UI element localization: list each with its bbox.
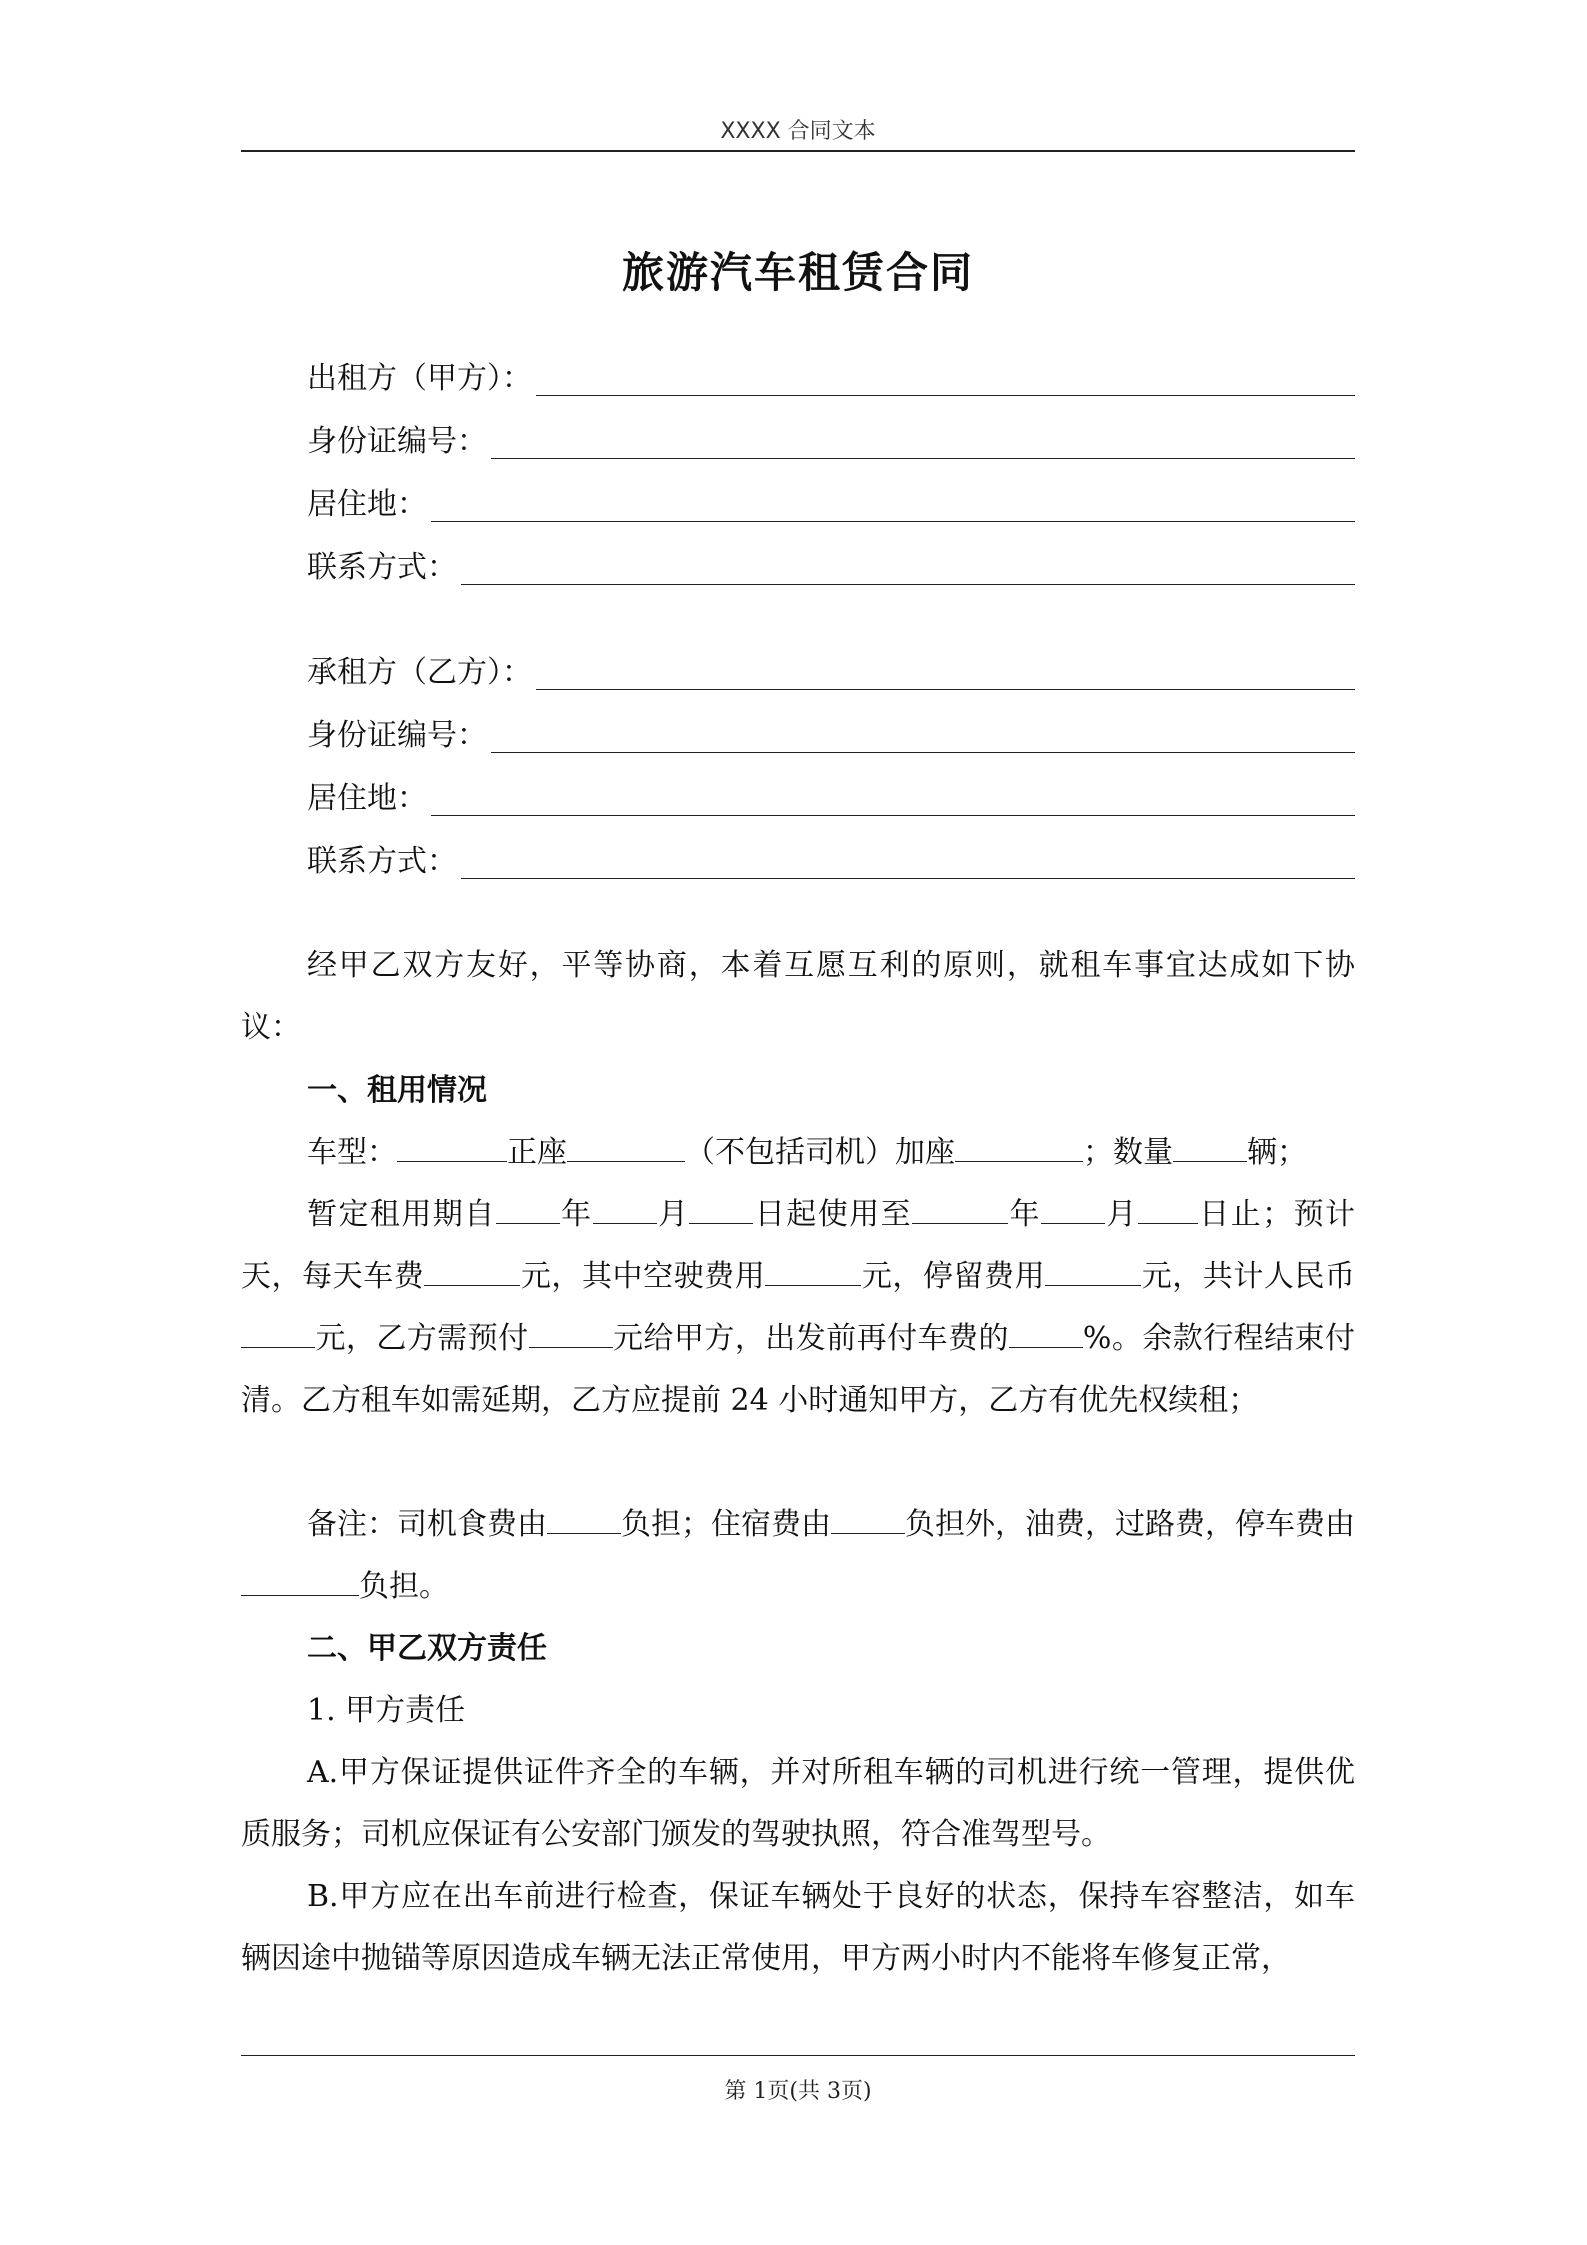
clause-a: A.甲方保证提供证件齐全的车辆，并对所租车辆的司机进行统一管理，提供优质服务；司机应保证有公安部门颁发的驾驶执照，符合准驾型号。: [241, 1755, 1355, 1852]
lessor-id-field: [307, 418, 1355, 462]
prepay-blank: [529, 1321, 613, 1348]
unit-label: 辆；: [1247, 1135, 1307, 1170]
yuan2-label: 元，停留费用: [861, 1259, 1046, 1294]
start-month-blank: [593, 1197, 657, 1224]
days-label: 天，每天车费: [241, 1259, 425, 1294]
start-year-blank: [496, 1197, 560, 1224]
rmb-label: 人民币: [1263, 1259, 1356, 1294]
page-number: 第 1页(共 3页): [724, 2079, 872, 2104]
lodging-blank: [831, 1507, 905, 1534]
stay-fee-blank: [1045, 1259, 1141, 1286]
percent-label: %。余款行程结束付清。乙方租车如需延期，乙方应提前 24 小时通知甲方，乙方有优先权续租；: [241, 1321, 1356, 1418]
document-title: 旅游汽车租赁合同: [621, 248, 974, 297]
lessor-address-blank: [431, 491, 1355, 522]
seats-blank: [567, 1135, 685, 1162]
year-label: 年: [559, 1197, 593, 1232]
end-year-blank: [912, 1197, 1008, 1224]
section-1-heading: 一、租用情况: [307, 1073, 487, 1108]
end-month-blank: [1041, 1197, 1105, 1224]
intro-paragraph: 经甲乙双方友好，平等协商，本着互愿互利的原则，就租车事宜达成如下协议：: [241, 948, 1355, 1045]
lessee-blank: [536, 659, 1355, 690]
lessee-contact-label: 联系方式：: [307, 844, 457, 879]
lessee-address-label: 居住地：: [307, 781, 427, 816]
header-rule: [241, 150, 1355, 152]
period-label: 暂定租用期自: [307, 1197, 496, 1232]
empty-run-fee-blank: [765, 1259, 861, 1286]
lessor-id-label: 身份证编号：: [307, 424, 487, 459]
extra-seats-blank: [955, 1135, 1083, 1162]
daily-fee-blank: [424, 1259, 520, 1286]
note-label: 备注：司机食费由: [307, 1507, 547, 1542]
qty-blank: [1173, 1135, 1247, 1162]
yuan1-label: 元，其中空驶费用: [520, 1259, 766, 1294]
percent-blank: [1009, 1321, 1083, 1348]
driver-meal-blank: [547, 1507, 621, 1534]
lessor-contact-label: 联系方式：: [307, 550, 457, 585]
month2-label: 月: [1104, 1197, 1138, 1232]
month-label: 月: [656, 1197, 690, 1232]
page-header: XXXX 合同文本: [720, 119, 876, 144]
yuan5-label: 元给甲方，出发前再付车费的: [612, 1321, 1009, 1356]
year2-label: 年: [1008, 1197, 1041, 1232]
note-paragraph: [241, 1494, 1355, 1618]
qty-label: ；数量: [1083, 1135, 1173, 1170]
lessee-id-blank: [491, 722, 1355, 753]
nodriver-label: （不包括司机）加座: [685, 1135, 955, 1170]
lessor-contact-field: [307, 544, 1355, 588]
lessor-blank: [536, 365, 1355, 396]
lessor-address-label: 居住地：: [307, 487, 427, 522]
bear2-label: 负担外，油费，过路费，停车费由: [905, 1507, 1355, 1542]
lessee-field: [307, 649, 1355, 693]
lessor-duty-heading: 1. 甲方责任: [307, 1693, 466, 1728]
lessor-label: 出租方（甲方）：: [307, 361, 532, 396]
end-day-blank: [1138, 1197, 1198, 1224]
lessee-id-field: [307, 712, 1355, 756]
vehicle-blank: [397, 1135, 507, 1162]
lessee-contact-blank: [461, 848, 1355, 879]
footer-rule: [241, 2055, 1355, 2056]
seats-label: 正座: [507, 1135, 567, 1170]
lessee-label: 承租方（乙方）：: [307, 655, 532, 690]
total-blank: [241, 1321, 315, 1348]
lessee-address-blank: [431, 785, 1355, 816]
day-from-label: 日起使用至: [753, 1197, 913, 1232]
lessee-address-field: [307, 775, 1355, 819]
yuan3-label: 元，共计: [1141, 1259, 1264, 1294]
lessor-address-field: [307, 481, 1355, 525]
day-to-label: 日止；预计: [1197, 1197, 1356, 1232]
clause-b: B.甲方应在出车前进行检查，保证车辆处于良好的状态，保持车容整洁，如车辆因途中抛锚等原因造成车辆无法正常使用，甲方两小时内不能将车修复正常，: [241, 1879, 1355, 1976]
lessor-id-blank: [491, 428, 1355, 459]
section-2-heading: 二、甲乙双方责任: [307, 1631, 547, 1666]
lessor-field: [307, 355, 1355, 399]
lessor-contact-blank: [461, 554, 1355, 585]
rental-terms-paragraph: [241, 1184, 1355, 1432]
start-day-blank: [689, 1197, 753, 1224]
yuan4-label: 元，乙方需预付: [315, 1321, 529, 1356]
fuel-toll-blank: [241, 1569, 359, 1596]
vehicle-label: 车型：: [307, 1135, 397, 1170]
bear3-label: 负担。: [359, 1569, 449, 1604]
lessee-contact-field: [307, 838, 1355, 882]
vehicle-line: [241, 1122, 1355, 1184]
lessee-id-label: 身份证编号：: [307, 718, 487, 753]
bear1-label: 负担；住宿费由: [621, 1507, 831, 1542]
